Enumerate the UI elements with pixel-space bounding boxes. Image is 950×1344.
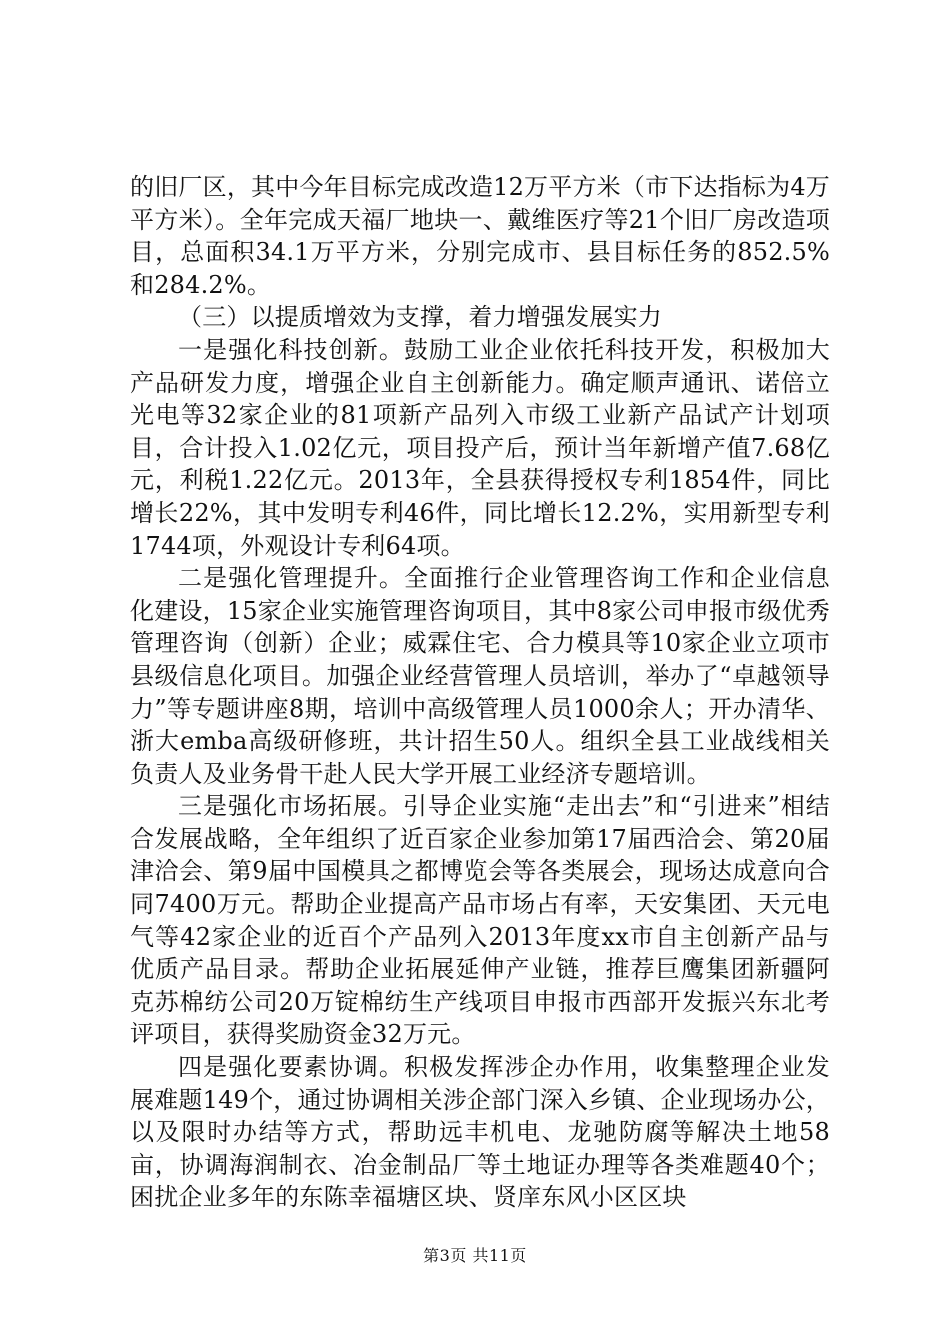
paragraph-market: 三是强化市场拓展。引导企业实施“走出去”和“引进来”相结合发展战略，全年组织了近百家企业参加第17届西洽会、第20届津洽会、第9届中国模具之都博览会等各类展会，现场达成意向合同7400万元。帮助企业提高产品市场占有率，天安集团、天元电气等42家企业的近百个产品列入2013年度xx市自主创新产品与优质产品目录。帮助企业拓展延伸产业链，推荐巨鹰集团新疆阿克苏棉纺公司20万锭棉纺生产线项目申报市西部开发振兴东北考评项目，获得奖励资金32万元。 [130, 792, 830, 1049]
document-body [130, 171, 830, 1214]
paragraph-coordination: 四是强化要素协调。积极发挥涉企办作用，收集整理企业发展难题149个，通过协调相关涉企部门深入乡镇、企业现场办公，以及限时办结等方式，帮助远丰机电、龙驰防腐等解决土地58亩，协调海润制衣、冶金制品厂等土地证办理等各类难题40个；困扰企业多年的东陈幸福塘区块、贤庠东风小区区块 [130, 1053, 830, 1212]
paragraph-continued: 的旧厂区，其中今年目标完成改造12万平方米（市下达指标为4万平方米）。全年完成天福厂地块一、戴维医疗等21个旧厂房改造项目，总面积34.1万平方米，分别完成市、县目标任务的852.5%和284.2%。 [130, 173, 830, 299]
page-footer: 第3页 共11页 [423, 1246, 527, 1265]
paragraph-management: 二是强化管理提升。全面推行企业管理咨询工作和企业信息化建设，15家企业实施管理咨询项目，其中8家公司申报市级优秀管理咨询（创新）企业；威霖住宅、合力模具等10家企业立项市县级信息化项目。加强企业经营管理人员培训，举办了“卓越领导力”等专题讲座8期，培训中高级管理人员1000余人；开办清华、浙大emba高级研修班，共计招生50人。组织全县工业战线相关负责人及业务骨干赴人民大学开展工业经济专题培训。 [130, 564, 830, 788]
section-heading: （三）以提质增效为支撑，着力增强发展实力 [178, 303, 662, 332]
paragraph-tech-innovation: 一是强化科技创新。鼓励工业企业依托科技开发，积极加大产品研发力度，增强企业自主创新能力。确定顺声通讯、诺倍立光电等32家企业的81项新产品列入市级工业新产品试产计划项目，合计投入1.02亿元，项目投产后，预计当年新增产值7.68亿元，利税1.22亿元。2013年，全县获得授权专利1854件，同比增长22%，其中发明专利46件，同比增长12.2%，实用新型专利1744项，外观设计专利64项。 [130, 335, 830, 560]
